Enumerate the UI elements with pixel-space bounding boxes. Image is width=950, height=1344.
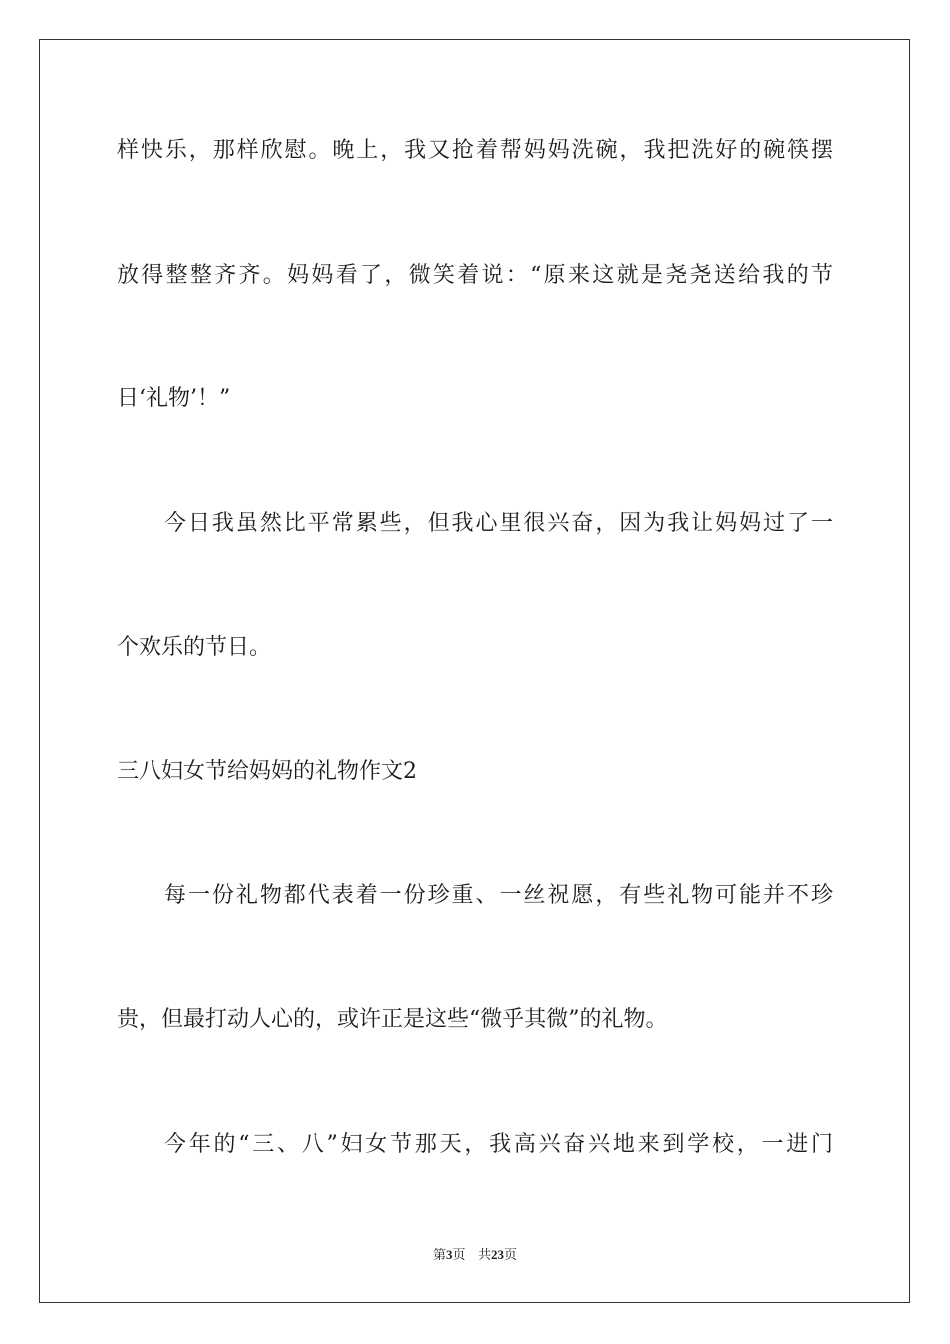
page-border xyxy=(39,39,910,1303)
paragraph-line-8: 今年的“三、八”妇女节那天，我高兴奋兴地来到学校，一进门 xyxy=(164,1132,833,1157)
paragraph-line-5: 个欢乐的节日。 xyxy=(117,635,272,660)
paragraph-line-1: 样快乐，那样欣慰。晚上，我又抢着帮妈妈洗碗，我把洗好的碗筷摆 xyxy=(117,138,833,163)
page-total: 23 xyxy=(490,1247,504,1262)
paragraph-line-6: 每一份礼物都代表着一份珍重、一丝祝愿，有些礼物可能并不珍 xyxy=(164,883,833,908)
page-prefix: 第 xyxy=(433,1248,447,1263)
paragraph-line-2: 放得整整齐齐。妈妈看了，微笑着说：“原来这就是尧尧送给我的节 xyxy=(117,263,833,288)
paragraph-line-3: 日‘礼物’！” xyxy=(117,386,231,411)
page-footer xyxy=(0,1246,950,1265)
total-prefix: 共 xyxy=(477,1248,491,1263)
paragraph-line-7: 贵，但最打动人心的，或许正是这些“微乎其微”的礼物。 xyxy=(117,1007,668,1032)
page-current: 3 xyxy=(446,1247,453,1262)
section-heading: 三八妇女节给妈妈的礼物作文2 xyxy=(117,759,417,784)
page-suffix: 页 xyxy=(452,1248,466,1263)
total-suffix: 页 xyxy=(503,1248,517,1263)
paragraph-line-4: 今日我虽然比平常累些，但我心里很兴奋，因为我让妈妈过了一 xyxy=(164,511,833,536)
